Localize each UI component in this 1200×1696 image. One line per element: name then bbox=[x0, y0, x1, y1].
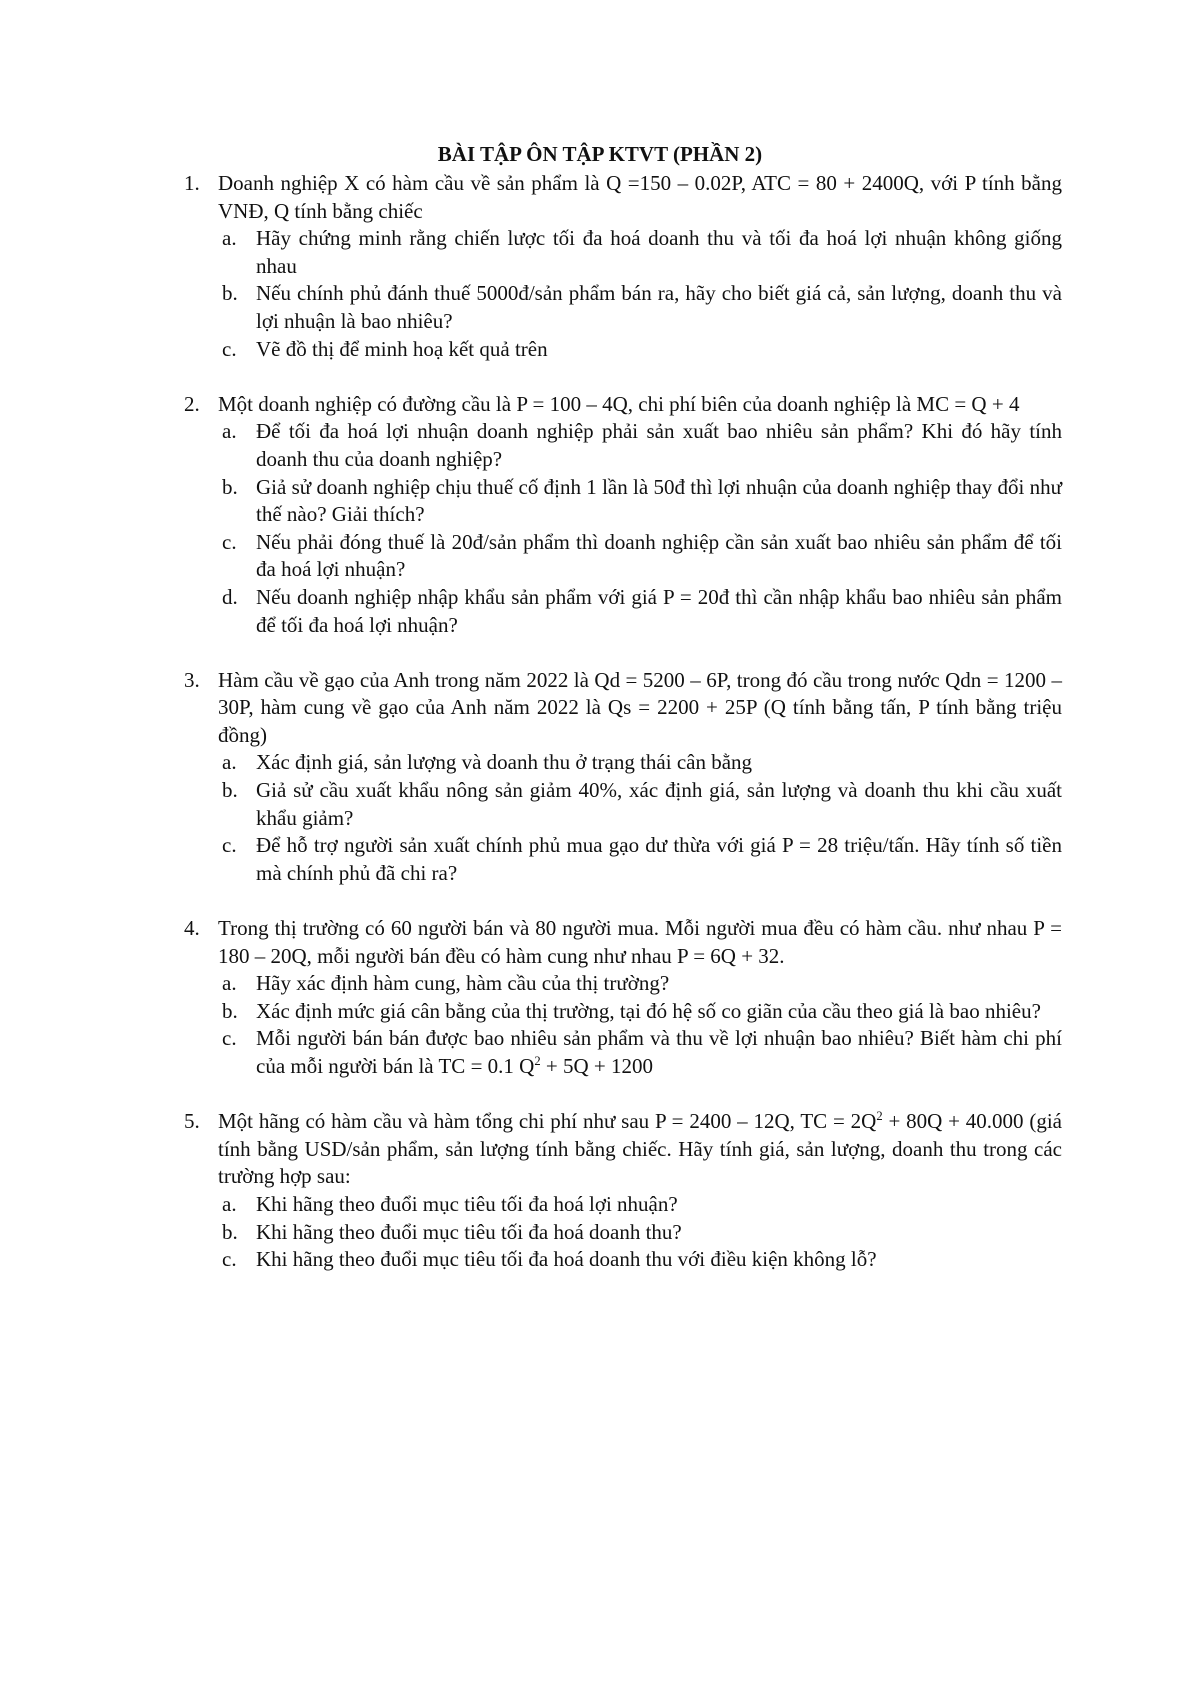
question-2 bbox=[180, 391, 1062, 639]
part-text: Nếu chính phủ đánh thuế 5000đ/sản phẩm bán ra, hãy cho biết giá cả, sản lượng, doanh thu và lợi nhuận là bao nhiêu? bbox=[256, 281, 1062, 333]
question-part bbox=[218, 529, 1062, 584]
part-label: b. bbox=[222, 281, 238, 306]
question-parts bbox=[218, 225, 1062, 363]
part-label: a. bbox=[222, 419, 237, 444]
question-number: 4. bbox=[184, 916, 200, 941]
question-part bbox=[218, 970, 1062, 998]
question-5 bbox=[180, 1108, 1062, 1274]
question-parts bbox=[218, 749, 1062, 887]
question-list bbox=[180, 170, 1062, 1274]
part-label: c. bbox=[222, 529, 237, 554]
question-text bbox=[218, 1108, 1062, 1191]
part-label: c. bbox=[222, 833, 237, 858]
question-part bbox=[218, 749, 1062, 777]
question-parts bbox=[218, 418, 1062, 639]
part-text: Vẽ đồ thị để minh hoạ kết quả trên bbox=[256, 336, 548, 361]
part-label: b. bbox=[222, 998, 238, 1023]
question-number: 3. bbox=[184, 667, 200, 692]
question-part bbox=[218, 1025, 1062, 1080]
question-parts bbox=[218, 970, 1062, 1080]
part-text-main: Mỗi người bán bán được bao nhiêu sản phẩm và thu về lợi nhuận bao nhiêu? Biết hàm chi phí của mỗi người bán là TC = 0.1 Q bbox=[256, 1026, 1062, 1078]
question-text: Hàm cầu về gạo của Anh trong năm 2022 là Qd = 5200 – 6P, trong đó cầu trong nước Qdn = 1200 – 30P, hàm cung về gạo của Anh năm 2022 là Qs = 2200 + 25P (Q tính bằng tấn, P tính bằng triệu đồng) bbox=[218, 667, 1062, 747]
part-text bbox=[256, 1026, 1062, 1078]
question-text-rest: + 80Q + 40.000 (giá tính bằng USD/sản phẩm, sản lượng tính bằng chiếc. Hãy tính giá, sản lượng, doanh thu trong các trường hợp sau: bbox=[218, 1109, 1062, 1189]
question-text-main: Một hãng có hàm cầu và hàm tổng chi phí như sau P = 2400 – 12Q, TC = 2Q bbox=[218, 1109, 877, 1134]
question-parts bbox=[218, 1191, 1062, 1274]
question-3 bbox=[180, 667, 1062, 888]
part-text-rest: + 5Q + 1200 bbox=[540, 1054, 653, 1078]
part-text: Hãy chứng minh rằng chiến lược tối đa hoá doanh thu và tối đa hoá lợi nhuận không giống nhau bbox=[256, 226, 1062, 278]
question-part bbox=[218, 832, 1062, 887]
question-number: 2. bbox=[184, 391, 200, 416]
question-number: 5. bbox=[184, 1109, 200, 1134]
question-text: Một doanh nghiệp có đường cầu là P = 100 – 4Q, chi phí biên của doanh nghiệp là MC = Q + 4 bbox=[218, 391, 1020, 416]
superscript: 2 bbox=[534, 1054, 541, 1068]
question-part bbox=[218, 1246, 1062, 1274]
part-text: Xác định mức giá cân bằng của thị trường, tại đó hệ số co giãn của cầu theo giá là bao nhiêu? bbox=[256, 998, 1041, 1023]
part-text: Khi hãng theo đuổi mục tiêu tối đa hoá doanh thu với điều kiện không lỗ? bbox=[256, 1247, 877, 1272]
question-part bbox=[218, 418, 1062, 473]
question-part bbox=[218, 584, 1062, 639]
question-4 bbox=[180, 915, 1062, 1081]
question-part bbox=[218, 998, 1062, 1026]
question-part bbox=[218, 1191, 1062, 1219]
part-text: Hãy xác định hàm cung, hàm cầu của thị trường? bbox=[256, 971, 670, 996]
question-text: Trong thị trường có 60 người bán và 80 người mua. Mỗi người mua đều có hàm cầu. như nhau P = 180 – 20Q, mỗi người bán đều có hàm cung như nhau P = 6Q + 32. bbox=[218, 916, 1062, 968]
part-label: b. bbox=[222, 1219, 238, 1244]
part-label: c. bbox=[222, 1247, 237, 1272]
page-title: BÀI TẬP ÔN TẬP KTVT (PHẦN 2) bbox=[437, 142, 763, 166]
part-text: Khi hãng theo đuổi mục tiêu tối đa hoá lợi nhuận? bbox=[256, 1191, 678, 1216]
question-number: 1. bbox=[184, 171, 200, 195]
part-text: Xác định giá, sản lượng và doanh thu ở trạng thái cân bằng bbox=[256, 750, 753, 775]
part-label: a. bbox=[222, 971, 237, 996]
question-1 bbox=[180, 170, 1062, 363]
part-label: a. bbox=[222, 226, 237, 251]
part-label: d. bbox=[222, 584, 238, 609]
part-text: Nếu doanh nghiệp nhập khẩu sản phẩm với giá P = 20đ thì cần nhập khẩu bao nhiêu sản phẩm để tối đa hoá lợi nhuận? bbox=[256, 584, 1062, 637]
part-text: Khi hãng theo đuổi mục tiêu tối đa hoá doanh thu? bbox=[256, 1219, 682, 1244]
part-text: Để tối đa hoá lợi nhuận doanh nghiệp phải sản xuất bao nhiêu sản phẩm? Khi đó hãy tính doanh thu của doanh nghiệp? bbox=[256, 419, 1062, 471]
part-text: Giả sử cầu xuất khẩu nông sản giảm 40%, xác định giá, sản lượng và doanh thu khi cầu xuất khẩu giảm? bbox=[256, 778, 1062, 830]
part-label: c. bbox=[222, 1026, 237, 1051]
question-part bbox=[218, 777, 1062, 832]
question-part bbox=[218, 336, 1062, 364]
part-text: Giả sử doanh nghiệp chịu thuế cố định 1 lần là 50đ thì lợi nhuận của doanh nghiệp thay đổi như thế nào? Giải thích? bbox=[256, 474, 1062, 527]
part-label: a. bbox=[222, 1191, 237, 1216]
part-text: Để hỗ trợ người sản xuất chính phủ mua gạo dư thừa với giá P = 28 triệu/tấn. Hãy tính số tiền mà chính phủ đã chi ra? bbox=[256, 833, 1062, 885]
question-part bbox=[218, 225, 1062, 280]
question-part bbox=[218, 1219, 1062, 1247]
question-text: Doanh nghiệp X có hàm cầu về sản phẩm là Q =150 – 0.02P, ATC = 80 + 2400Q, với P tính bằng VNĐ, Q tính bằng chiếc bbox=[218, 171, 1062, 223]
part-label: b. bbox=[222, 474, 238, 499]
question-part bbox=[218, 474, 1062, 529]
part-label: c. bbox=[222, 336, 237, 361]
part-text: Nếu phải đóng thuế là 20đ/sản phẩm thì doanh nghiệp cần sản xuất bao nhiêu sản phẩm để tối đa hoá lợi nhuận? bbox=[256, 529, 1062, 582]
part-label: a. bbox=[222, 750, 237, 775]
question-part bbox=[218, 280, 1062, 335]
part-label: b. bbox=[222, 778, 238, 803]
superscript: 2 bbox=[876, 1109, 883, 1124]
